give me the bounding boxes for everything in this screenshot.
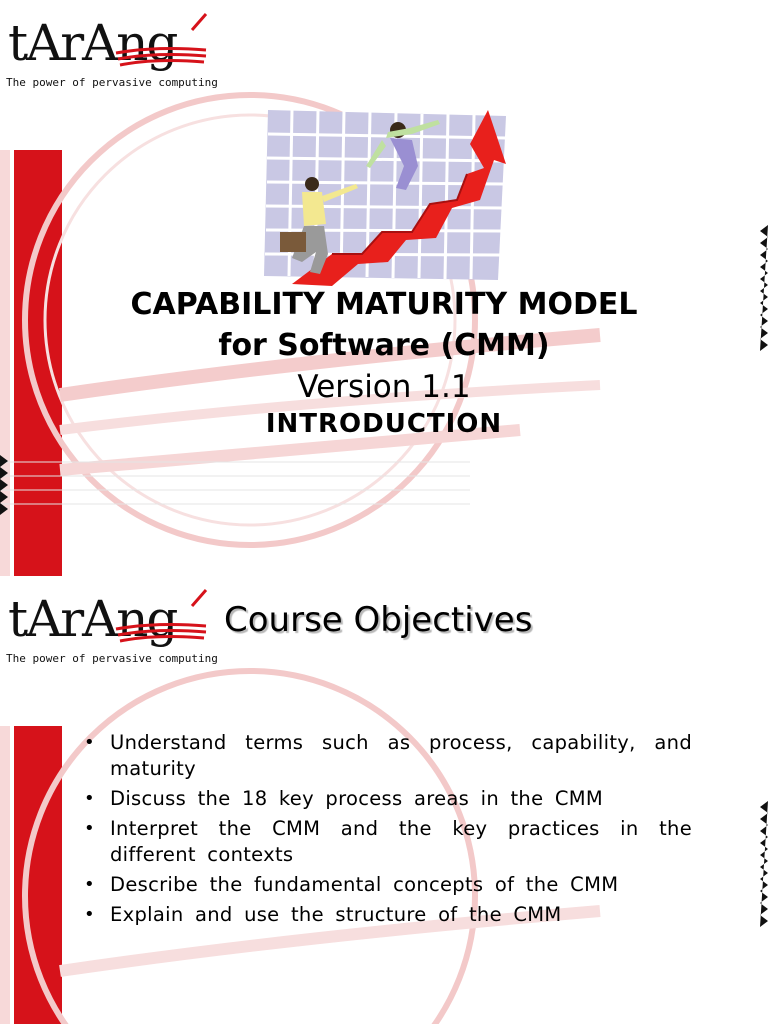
tagline: The power of pervasive computing [6, 76, 218, 89]
tarang-logo [6, 582, 216, 670]
list-item-text: Interpret the CMM and the key practices in the different contexts [110, 817, 692, 866]
list-item [80, 872, 692, 898]
list-item [80, 786, 692, 812]
bullet-icon: • [84, 818, 95, 839]
svg-text:tArAng: tArAng [8, 590, 177, 648]
bullet-icon: • [84, 874, 95, 895]
svg-text:tArAng: tArAng [8, 14, 177, 72]
climbing-arrow-illustration [262, 104, 510, 286]
list-item-text: Understand terms such as process, capability, and maturity [110, 731, 692, 780]
slide-title: Course Objectives [224, 600, 533, 640]
tagline: The power of pervasive computing [6, 652, 218, 665]
bullet-icon: • [84, 732, 95, 753]
tarang-logo-mark [6, 582, 216, 652]
title-line-2: for Software (CMM) [218, 328, 550, 363]
list-item-text: Discuss the 18 key process areas in the CMM [110, 787, 604, 810]
course-objectives-slide [0, 576, 768, 1024]
tarang-logo [6, 6, 216, 94]
version-label: Version 1.1 [297, 369, 471, 405]
tarang-logo-mark [6, 6, 216, 76]
introduction-heading: INTRODUCTION [265, 409, 503, 439]
list-item [80, 902, 692, 928]
title-line-1: CAPABILITY MATURITY MODEL [130, 287, 638, 322]
list-item-text: Explain and use the structure of the CMM [110, 903, 562, 926]
objectives-list [80, 730, 692, 932]
list-item-text: Describe the fundamental concepts of the CMM [110, 873, 619, 896]
list-item [80, 730, 692, 782]
bullet-icon: • [84, 904, 95, 925]
list-item [80, 816, 692, 868]
bullet-icon: • [84, 788, 95, 809]
